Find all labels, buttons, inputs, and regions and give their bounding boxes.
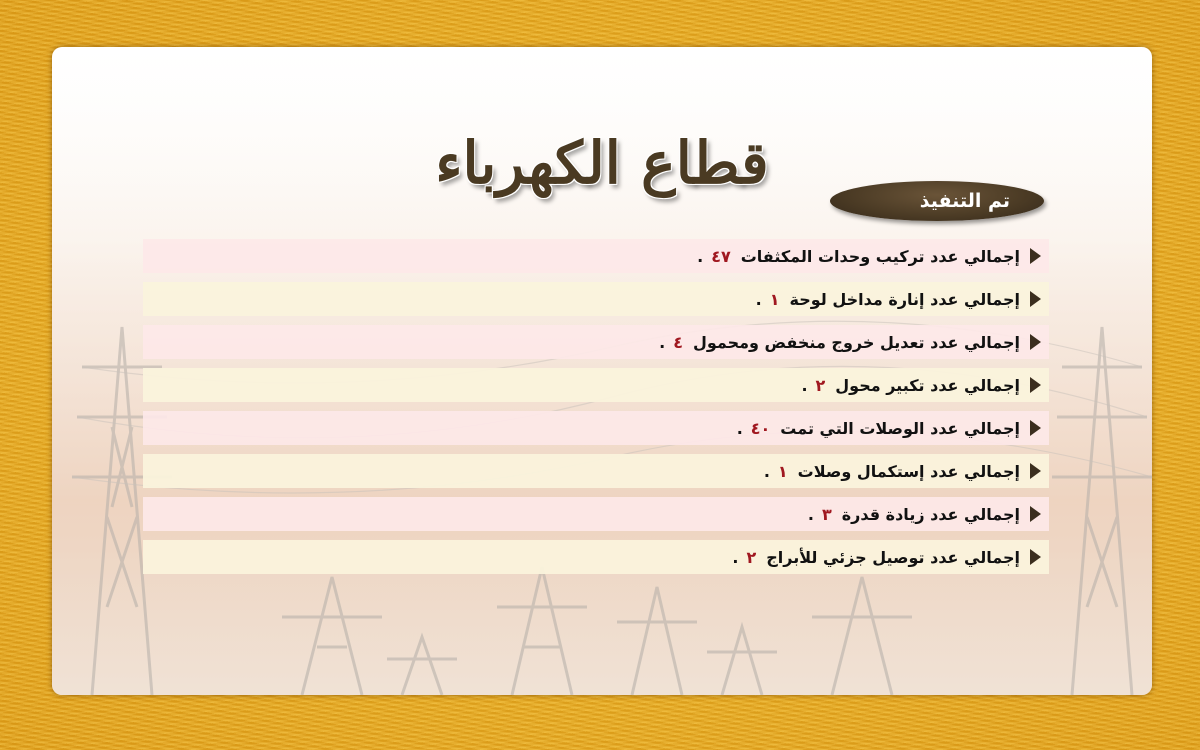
list-item: [143, 411, 1049, 445]
item-end: .: [736, 418, 743, 438]
item-value: ٢: [815, 375, 826, 395]
item-end: .: [659, 332, 666, 352]
item-end: .: [755, 289, 762, 309]
page-title: قطاع الكهرباء: [435, 129, 769, 197]
item-end: .: [807, 504, 814, 524]
item-end: .: [732, 547, 739, 567]
list-item: [143, 497, 1049, 531]
arrow-left-icon: [1030, 248, 1041, 264]
arrow-left-icon: [1030, 377, 1041, 393]
arrow-left-icon: [1030, 420, 1041, 436]
arrow-left-icon: [1030, 549, 1041, 565]
item-end: .: [801, 375, 808, 395]
list-item: [143, 325, 1049, 359]
item-label: إجمالي عدد تكبير محول: [835, 375, 1020, 395]
arrow-left-icon: [1030, 506, 1041, 522]
item-value: ٤٧: [711, 246, 731, 266]
item-label: إجمالي عدد تعديل خروج منخفض ومحمول: [692, 332, 1020, 352]
list-item: [143, 239, 1049, 273]
item-end: .: [763, 461, 770, 481]
item-label: إجمالي عدد إستكمال وصلات: [797, 461, 1020, 481]
item-label: إجمالي عدد تركيب وحدات المكثفات: [740, 246, 1020, 266]
section-badge: تم التنفيذ: [830, 181, 1044, 221]
item-value: ٣: [821, 504, 832, 524]
list-item: [143, 368, 1049, 402]
item-end: .: [697, 246, 704, 266]
arrow-left-icon: [1030, 291, 1041, 307]
item-value: ١: [777, 461, 788, 481]
item-label: إجمالي عدد توصيل جزئي للأبراج: [766, 547, 1020, 567]
item-value: ٢: [746, 547, 757, 567]
item-value: ٤: [673, 332, 683, 352]
item-label: إجمالي عدد الوصلات التي تمت: [780, 418, 1020, 438]
arrow-left-icon: [1030, 334, 1041, 350]
item-label: إجمالي عدد زيادة قدرة: [841, 504, 1020, 524]
list-item: [143, 540, 1049, 574]
item-label: إجمالي عدد إنارة مداخل لوحة: [789, 289, 1020, 309]
item-value: ٤٠: [750, 418, 771, 438]
list-item: [143, 282, 1049, 316]
item-value: ١: [769, 289, 780, 309]
arrow-left-icon: [1030, 463, 1041, 479]
list-item: [143, 454, 1049, 488]
